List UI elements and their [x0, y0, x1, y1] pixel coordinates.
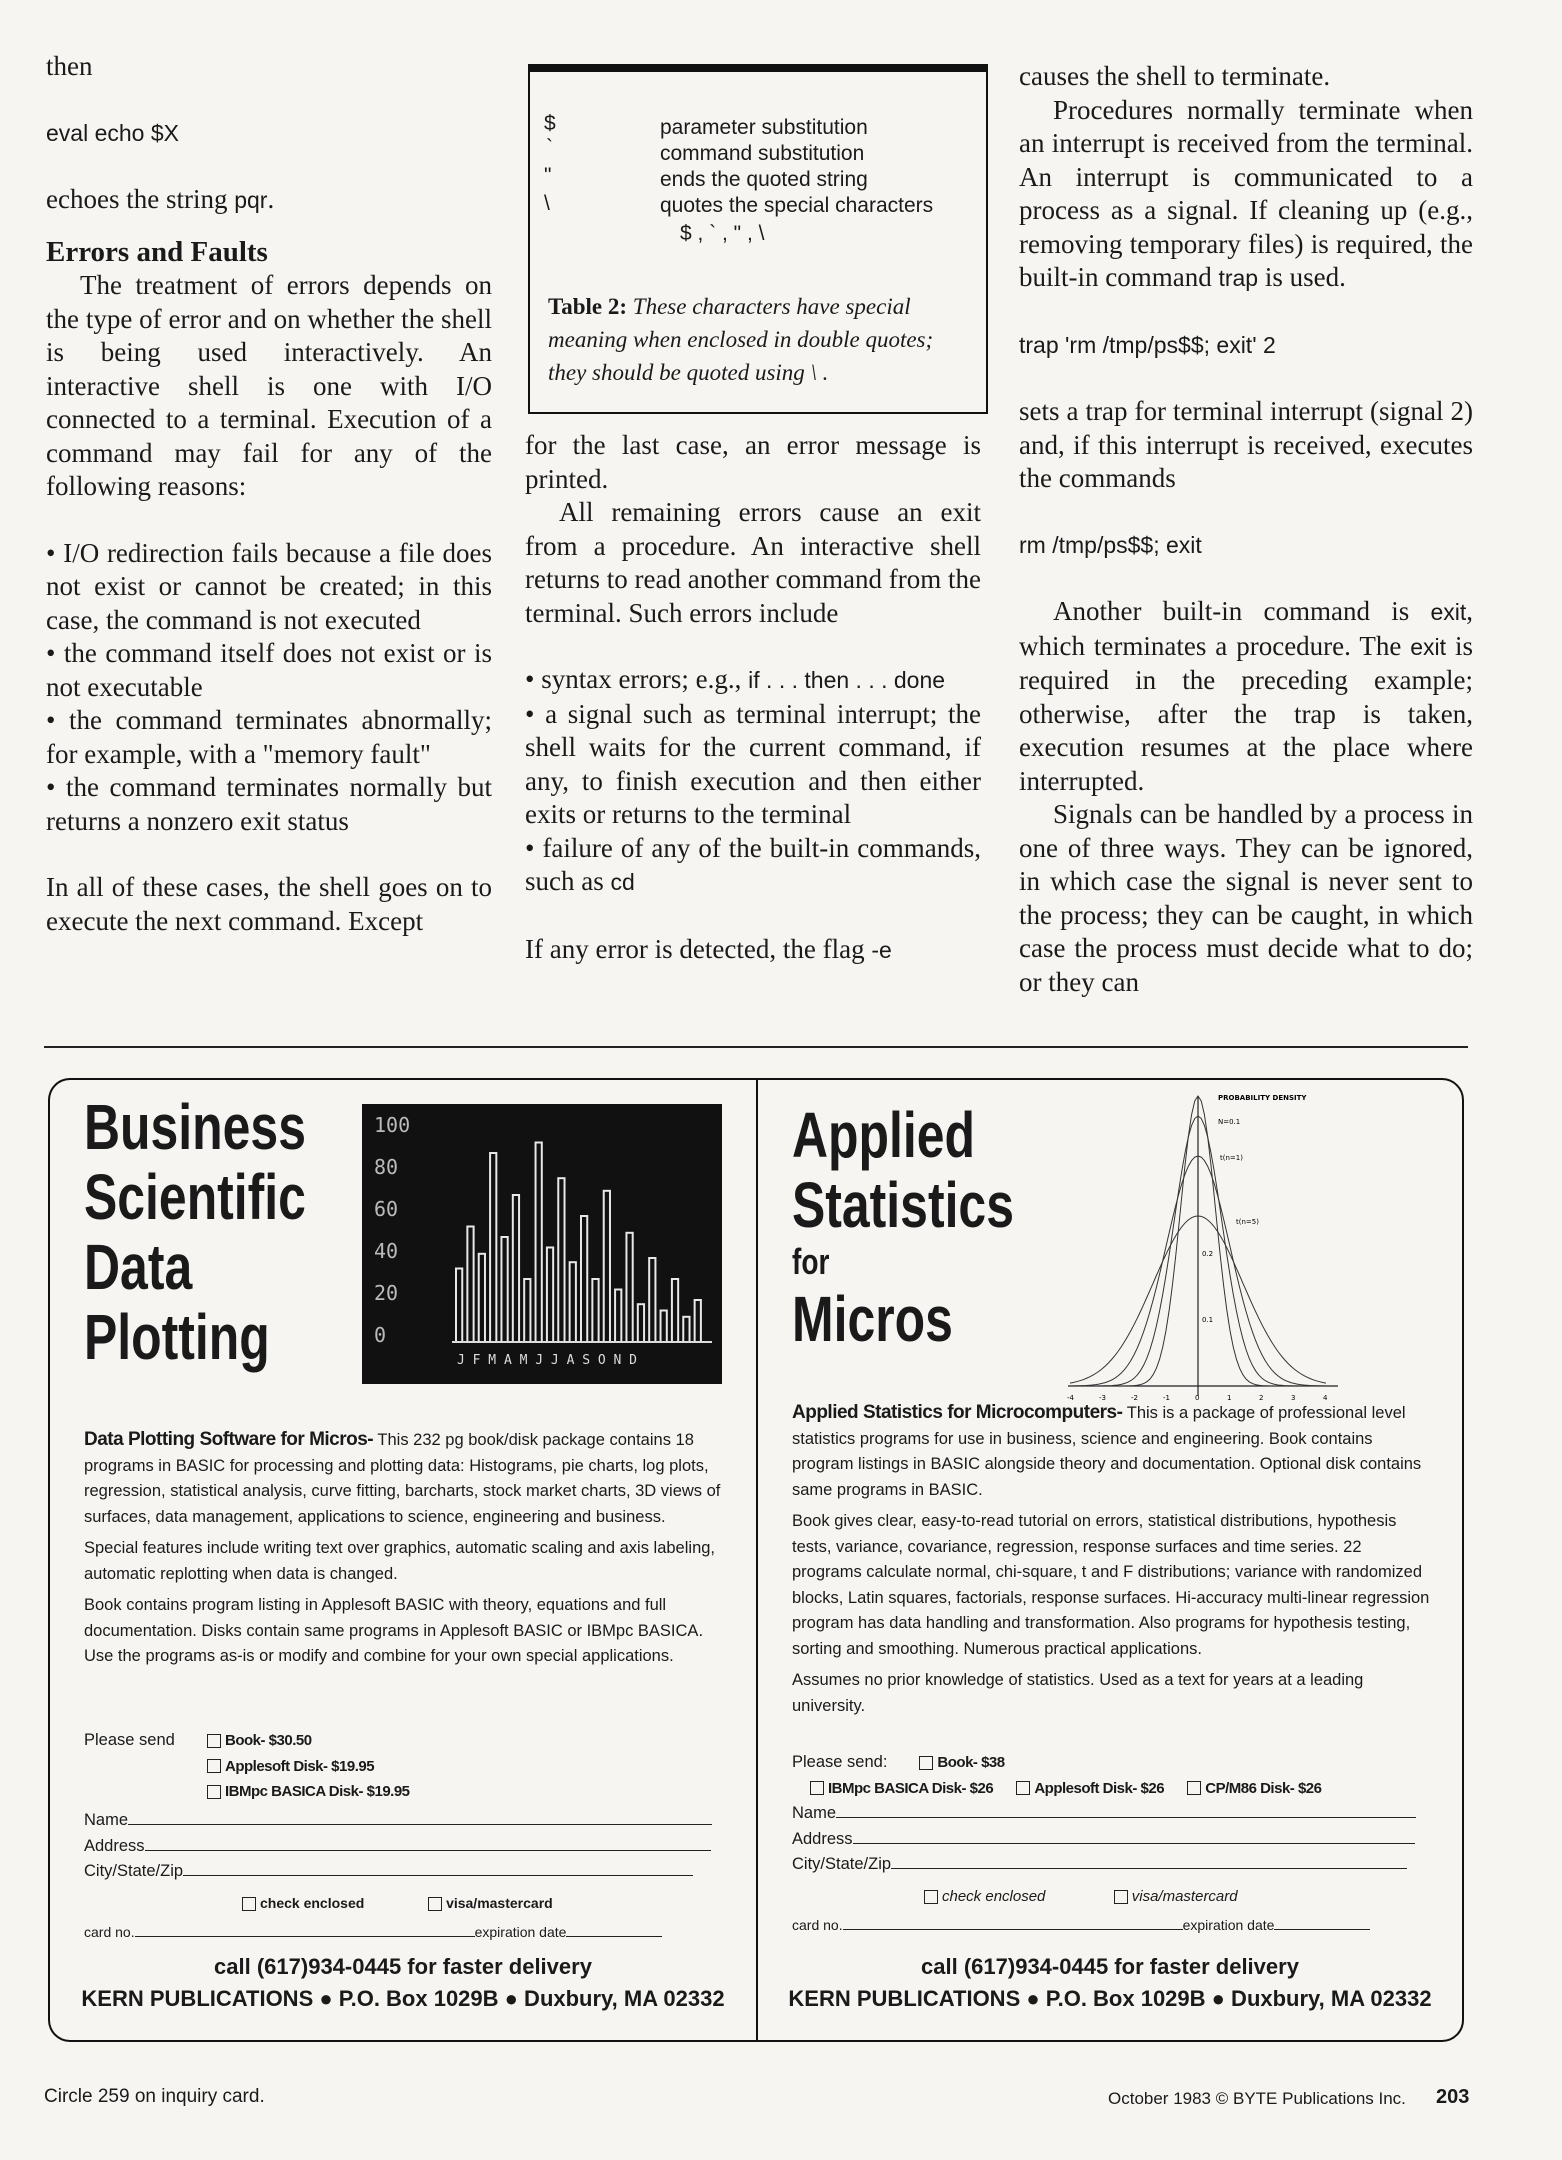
footer-publication: October 1983 © BYTE Publications Inc. [1108, 2089, 1406, 2108]
graph-label: t(n=1) [1220, 1154, 1243, 1162]
check-enclosed-option[interactable]: check enclosed [924, 1888, 1045, 1905]
paragraph-errors: The treatment of errors depends on the type of error and on whether the shell is being used interactively. An interactive shell is one with I/O connected to a terminal. Execution of a command may fail for any of the following reasons: [46, 270, 492, 501]
chart-bar [490, 1153, 496, 1342]
paragraph-exit: Another built-in command is exit, which terminates a procedure. The exit is required in the preceding example; otherwise, after the trap is taken, execution resumes at the place where interrupted. [1019, 596, 1473, 796]
call-line: call (617)934-0445 for faster delivery [214, 1954, 592, 1979]
chart-y-label: 0 [374, 1323, 387, 1347]
city-field[interactable]: City/State/Zip [84, 1859, 730, 1885]
chart-bar [638, 1304, 644, 1342]
option-applesoft[interactable]: Applesoft Disk- $19.95 [207, 1754, 410, 1780]
chart-bar [467, 1227, 473, 1343]
address-field[interactable]: Address [84, 1834, 730, 1860]
ad-body [84, 1427, 730, 1676]
distribution-graph [1058, 1086, 1348, 1406]
card-field[interactable]: card no. expiration date [792, 1913, 1432, 1939]
graph-x-tick: 4 [1323, 1394, 1328, 1402]
chart-bar [672, 1279, 678, 1342]
chart-bar [683, 1317, 689, 1342]
graph-x-tick: 1 [1227, 1394, 1232, 1402]
chart-bar [615, 1290, 621, 1343]
table-description: ends the quoted string [660, 168, 868, 191]
ad-body [792, 1400, 1432, 1725]
code-rm-exit: rm /tmp/ps$$; exit [1019, 531, 1202, 558]
chart-bar [479, 1254, 485, 1342]
bullet-item: • the command itself does not exist or is not executable [46, 638, 492, 702]
chart-y-label: 60 [374, 1197, 399, 1221]
graph-x-tick: -3 [1099, 1394, 1106, 1402]
graph-x-tick: 2 [1259, 1394, 1264, 1402]
city-field[interactable]: City/State/Zip [792, 1852, 1432, 1878]
chart-bar [649, 1258, 655, 1342]
chart-bar [547, 1248, 553, 1343]
bullet-item: • I/O redirection fails because a file does not exist or cannot be created; in this case, the command is not executed [46, 537, 492, 635]
column-2 [525, 429, 981, 967]
bullet-item: • the command terminates abnormally; for example, with a "memory fault" [46, 705, 492, 769]
checkbox[interactable] [207, 1734, 221, 1748]
company-line: KERN PUBLICATIONS ● P.O. Box 1029B ● Duxbury, MA 02332 [81, 1986, 725, 2011]
chart-bar [604, 1191, 610, 1342]
graph-title: PROBABILITY DENSITY [1218, 1094, 1307, 1102]
ad-paragraph: Special features include writing text over graphics, automatic scaling and axis labeling, automatic replotting when data is changed. [84, 1539, 716, 1583]
footer-inquiry: Circle 259 on inquiry card. [44, 2086, 265, 2107]
paragraph-remaining-errors: All remaining errors cause an exit from a procedure. An interactive shell returns to read another command from the terminal. Such errors include [525, 497, 981, 628]
ad-headline: Applied Statistics for Micros [792, 1099, 1014, 1355]
chart-bar [501, 1237, 507, 1342]
paragraph-error-detected: If any error is detected, the flag -e [525, 933, 892, 964]
chart-bar [558, 1178, 564, 1342]
graph-x-tick: 0 [1195, 1394, 1200, 1402]
code-eval-echo: eval echo $X [46, 119, 179, 146]
table-symbol: $ [544, 112, 556, 135]
payment-options [792, 1884, 1432, 1910]
text-echoes: echoes the string pqr. [46, 184, 275, 214]
order-form [84, 1728, 730, 1946]
card-field[interactable]: card no. expiration date [84, 1920, 730, 1946]
column-1 [46, 50, 492, 938]
graph-label: 0.1 [1202, 1316, 1214, 1324]
please-send-label: Please send [84, 1731, 175, 1749]
ad-paragraph: Assumes no prior knowledge of statistics. Used as a text for years at a leading university. [792, 1671, 1364, 1715]
graph-x-tick: -2 [1131, 1394, 1138, 1402]
chart-y-label: 20 [374, 1281, 399, 1305]
order-row-1: Please send: Book- $38 [792, 1753, 1005, 1771]
bullet-item: • syntax errors; e.g., if . . . then . . . done [525, 664, 946, 694]
ad-paragraph: Data Plotting Software for Micros- This 232 pg book/disk package contains 18 programs in BASIC for processing and plotting data: Histograms, pie charts, log plots, regression, statistical analysis, curve fitting, barcharts, stock market charts, 3D views of surfaces, data management, applications to science, engineering and business. [84, 1429, 721, 1526]
chart-bar [661, 1311, 667, 1343]
table-symbol: ` [546, 136, 553, 159]
graph-label: t(n=5) [1236, 1218, 1259, 1226]
chart-bar [581, 1216, 587, 1342]
chart-bar [592, 1279, 598, 1342]
ad-paragraph: Book gives clear, easy-to-read tutorial on errors, statistical distributions, hypothesis tests, variance, covariance, regression, response surfaces and time series. 22 programs calculate normal, chi-square, t and F distributions; variance with randomized blocks, Latin squares, factorials, response surfaces. Hi-accuracy multi-linear regression program has data handling and transformation. Also programs for hypothesis testing, sorting and smoothing. Numerous practical applications. [792, 1512, 1430, 1658]
ad-applied-statistics [756, 1078, 1464, 2042]
name-field[interactable]: Name [84, 1808, 730, 1834]
chart-y-label: 40 [374, 1239, 399, 1263]
table-2-box [528, 64, 988, 414]
graph-label: 0.2 [1202, 1250, 1214, 1258]
bullet-item: • the command terminates normally but returns a nonzero exit status [46, 772, 492, 836]
chart-y-label: 80 [374, 1155, 399, 1179]
section-divider [44, 1046, 1468, 1048]
paragraph-signals: Signals can be handled by a process in one of three ways. They can be ignored, in which case the signal is never sent to the process; they can be caught, in which case the process must decide what to do; or they can [1019, 799, 1473, 997]
chart-bar [536, 1143, 542, 1343]
order-row-2 [792, 1776, 1432, 1802]
chart-bar [695, 1300, 701, 1342]
payment-options [84, 1891, 730, 1917]
heading-errors-faults: Errors and Faults [46, 235, 268, 268]
chart-bar [513, 1195, 519, 1342]
ad-paragraph: Applied Statistics for Microcomputers- This is a package of professional level statistics programs for use in business, science and engineering. Book contains program listings in BASIC alongside theory and documentation. Optional disk contains same programs in BASIC. [792, 1402, 1422, 1499]
table-description: command substitution [660, 142, 865, 165]
table-description: quotes the special characters [660, 194, 934, 217]
option-book[interactable]: Book- $30.50 [207, 1728, 410, 1754]
table-symbol: " [544, 164, 552, 187]
table-description: parameter substitution [660, 116, 868, 139]
graph-x-tick: -1 [1163, 1394, 1170, 1402]
bullet-item: • failure of any of the built-in commands, such as cd [525, 832, 981, 896]
graph-x-tick: 3 [1291, 1394, 1296, 1402]
column-3 [1019, 60, 1473, 999]
chart-bar [626, 1233, 632, 1342]
paragraph-procedures: Procedures normally terminate when an interrupt is received from the terminal. An interrupt is communicated to a process as a signal. If cleaning up (e.g., removing temporary files) is required, the built-in command trap is used. [1019, 94, 1473, 292]
chart-bar [524, 1279, 530, 1342]
chart-bar [570, 1262, 576, 1342]
graph-x-tick: -4 [1067, 1394, 1074, 1402]
option-ibmpc[interactable]: IBMpc BASICA Disk- $19.95 [207, 1779, 410, 1805]
bar-chart-photo [362, 1104, 722, 1384]
ad-paragraph: Book contains program listing in Applesoft BASIC with theory, equations and full documentation. Disks contain same programs in Applesoft BASIC or IBMpc BASICA. Use the programs as-is or modify and combine for your own special applications. [84, 1596, 704, 1665]
table-special-chars: $ , ` , " , \ [680, 222, 765, 245]
text-causes-terminate: causes the shell to terminate. [1019, 61, 1331, 91]
paragraph-last-case: for the last case, an error message is printed. [525, 430, 981, 494]
ad-headline: Business Scientific Data Plotting [84, 1091, 306, 1373]
order-options [207, 1728, 410, 1805]
code-trap: trap 'rm /tmp/ps$$; exit' 2 [1019, 331, 1276, 358]
check-enclosed-option[interactable]: check enclosed [242, 1895, 364, 1911]
checkbox[interactable] [207, 1759, 221, 1773]
paragraph-sets-trap: sets a trap for terminal interrupt (signal 2) and, if this interrupt is received, executes the commands [1019, 396, 1473, 493]
address-field[interactable]: Address [792, 1827, 1432, 1853]
call-line: call (617)934-0445 for faster delivery [921, 1954, 1299, 1979]
option-applesoft[interactable]: Applesoft Disk- $26 [1016, 1779, 1164, 1797]
graph-label: N=0.1 [1218, 1118, 1241, 1126]
chart-y-label: 100 [374, 1113, 411, 1137]
paragraph-cases: In all of these cases, the shell goes on to execute the next command. Except [46, 872, 492, 936]
name-field[interactable]: Name [792, 1801, 1432, 1827]
ad-data-plotting [48, 1078, 756, 2042]
option-ibmpc[interactable]: IBMpc BASICA Disk- $26 [810, 1779, 993, 1797]
chart-month-labels: J F M A M J J A S O N D [457, 1353, 638, 1368]
text-then: then [46, 51, 93, 81]
visa-option[interactable]: visa/mastercard [1114, 1888, 1238, 1905]
checkbox[interactable] [207, 1785, 221, 1799]
order-form [792, 1750, 1432, 1939]
page-number: 203 [1436, 2086, 1470, 2108]
company-line: KERN PUBLICATIONS ● P.O. Box 1029B ● Duxbury, MA 02332 [788, 1986, 1432, 2011]
option-book[interactable]: Book- $38 [919, 1753, 1004, 1771]
bullet-item: • a signal such as terminal interrupt; the shell waits for the current command, if any, to finish execution and then either exits or returns to the terminal [525, 698, 981, 829]
table-caption: Table 2: These characters have special meaning when enclosed in double quotes; they should be quoted using \ . [548, 294, 934, 385]
table-symbol: \ [544, 192, 550, 215]
visa-option[interactable]: visa/mastercard [428, 1895, 553, 1911]
option-cpm86[interactable]: CP/M86 Disk- $26 [1187, 1779, 1321, 1797]
chart-bar [456, 1269, 462, 1343]
